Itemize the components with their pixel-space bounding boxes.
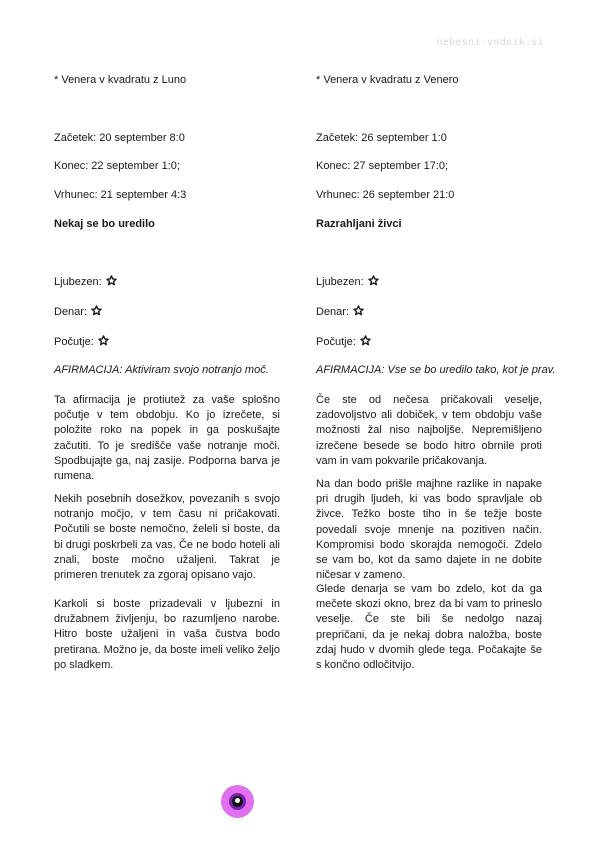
transit-peak: Vrhunec: 21 september 4:3: [54, 189, 187, 201]
love-rating: [54, 275, 117, 289]
paragraph: Nekih posebnih dosežkov, povezanih s svojo notranjo močjo, v tem času ni pričakovati. Počutili se boste nemočno, želeli si boste, da bi drugi poskrbeli za vas. Če ne bodo hoteli ali znali, boste močno užaljeni. Takrat je primeren trenutek za zgoraj opisano vajo.: [54, 493, 280, 582]
transit-title: * Venera v kvadratu z Venero: [316, 74, 459, 86]
feeling-label: Počutje:: [54, 336, 94, 348]
feeling-rating: [54, 335, 109, 349]
logo-pupil: [235, 798, 240, 803]
page-header-tag: nebesni-vodnik.si: [436, 37, 544, 48]
star-outline-icon: [360, 335, 371, 346]
feeling-label: Počutje:: [316, 336, 356, 348]
transit-start: Začetek: 26 september 1:0: [316, 132, 447, 144]
paragraph: Če ste od nečesa pričakovali veselje, zadovoljstvo ali dobiček, v tem obdobju vaše možnosti žal niso najboljše. Nepremišljeno izrečene besede se bodo hitro obrnile proti vam in vam pokvarile pričakovanja.: [316, 394, 542, 467]
transit-start: Začetek: 20 september 8:0: [54, 132, 185, 144]
transit-headline: Nekaj se bo uredilo: [54, 218, 155, 230]
star-outline-icon: [91, 305, 102, 316]
transit-title: * Venera v kvadratu z Luno: [54, 74, 187, 86]
star-outline-icon: [353, 305, 364, 316]
paragraph: Ta afirmacija je protiutež za vaše splošno počutje v tem obdobju. Ko jo izrečete, si položite roko na popek in ga poskušajte začutiti. To je središče vaše notranje moči. Spodbujajte ga, naj zasije. Podporna barva je rumena.: [54, 394, 280, 483]
feeling-rating: [316, 335, 371, 349]
affirmation: AFIRMACIJA: Aktiviram svojo notranjo moč.: [54, 364, 269, 376]
paragraph: Karkoli si boste prizadevali v ljubezni in družabnem življenju, bo razumljeno narobe. Hitro boste užaljeni in vaša čustva bodo pretirana. Možno je, da boste imeli veliko željo po sladkem.: [54, 598, 280, 671]
love-label: Ljubezen:: [316, 276, 364, 288]
love-rating: [316, 275, 379, 289]
transit-end: Konec: 22 september 1:0;: [54, 160, 180, 172]
money-label: Denar:: [54, 306, 88, 318]
eye-logo-icon: [221, 785, 254, 818]
transit-headline: Razrahljani živci: [316, 218, 402, 230]
paragraph: Glede denarja se vam bo zdelo, kot da ga mečete skozi okno, brez da bi vam to prineslo veselje. Če ste bili še nedolgo nazaj prepričani, da je nekaj dobra naložba, boste zdaj hudo v dvomih glede tega. Počakajte še s končno odločitvijo.: [316, 583, 542, 672]
star-outline-icon: [98, 335, 109, 346]
money-label: Denar:: [316, 306, 350, 318]
money-rating: [316, 305, 364, 319]
star-outline-icon: [368, 275, 379, 286]
affirmation: AFIRMACIJA: Vse se bo uredilo tako, kot je prav.: [316, 364, 556, 376]
transit-end: Konec: 27 september 17:0;: [316, 160, 449, 172]
star-outline-icon: [106, 275, 117, 286]
paragraph: Na dan bodo prišle majhne razlike in napake pri drugih ljudeh, ki vas bodo spravljale ob živce. Težko boste tiho in še težje boste povedali svoje mnenje na pozitiven način. Kompromisi bodo skorajda nemogoči. Zdelo se vam bo, kot da samo dajete in ne dobite ničesar v zameno.: [316, 478, 542, 582]
money-rating: [54, 305, 102, 319]
transit-peak: Vrhunec: 26 september 21:0: [316, 189, 455, 201]
love-label: Ljubezen:: [54, 276, 102, 288]
